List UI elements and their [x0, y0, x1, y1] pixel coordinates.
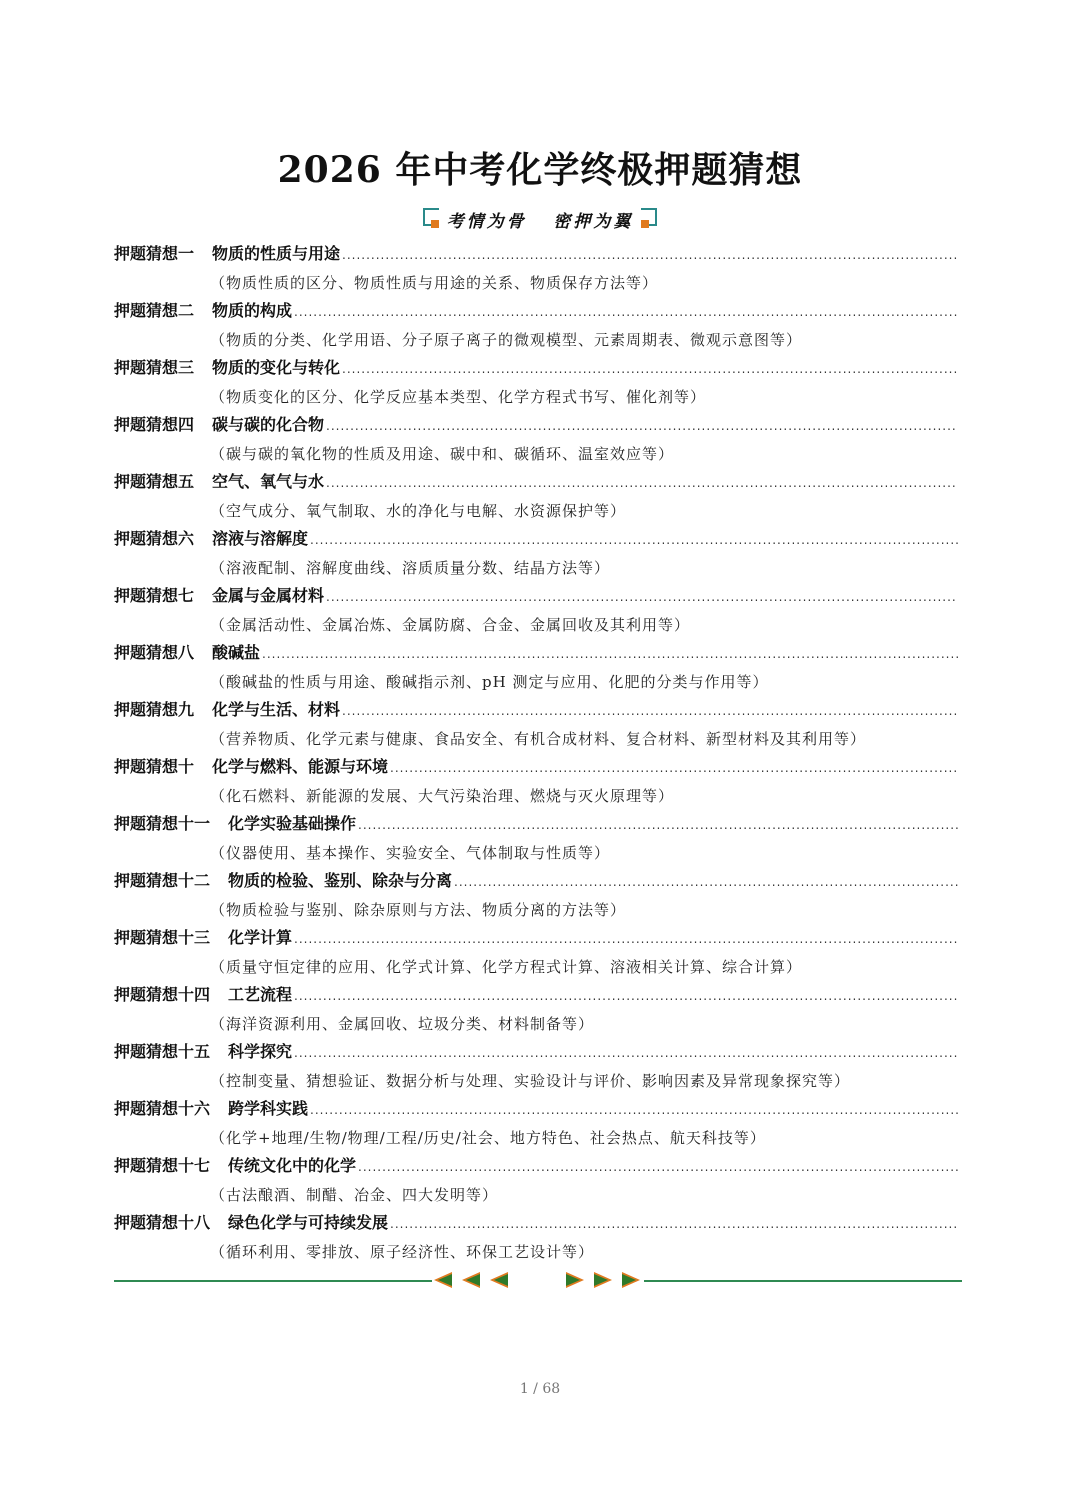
toc-entry-number: 押题猜想一: [114, 244, 195, 263]
arrow-left-icon: [432, 1272, 452, 1288]
toc-entry-description: （物质检验与鉴别、除杂原则与方法、物质分离的方法等）: [210, 901, 627, 919]
toc-entry-title: 物质的变化与转化: [212, 358, 341, 377]
toc-leader-dots: [342, 362, 958, 376]
toc-entry-description: （营养物质、化学元素与健康、食品安全、有机合成材料、复合材料、新型材料及其利用等）: [210, 730, 867, 748]
toc-entry-number: 押题猜想十四: [114, 985, 211, 1004]
toc-leader-dots: [294, 305, 958, 319]
toc-entry-description: （质量守恒定律的应用、化学式计算、化学方程式计算、溶液相关计算、综合计算）: [210, 958, 803, 976]
toc-entry-heading[interactable]: [114, 697, 958, 725]
arrow-right-icon: [566, 1272, 586, 1288]
toc-entry[interactable]: [114, 697, 958, 754]
toc-entry[interactable]: [114, 811, 958, 868]
toc-leader-dots: [294, 1046, 958, 1060]
arrow-right-icon: [622, 1272, 642, 1288]
toc-entry-number: 押题猜想十五: [114, 1042, 211, 1061]
toc-entry-number: 押题猜想十三: [114, 928, 211, 947]
toc-entry-title: 化学与生活、材料: [212, 700, 341, 719]
toc-entry[interactable]: [114, 640, 958, 697]
toc-entry-heading[interactable]: [114, 640, 958, 668]
toc-leader-dots: [326, 476, 958, 490]
toc-entry-number: 押题猜想七: [114, 586, 195, 605]
toc-entry[interactable]: [114, 355, 958, 412]
toc-entry-heading[interactable]: [114, 754, 958, 782]
toc-leader-dots: [294, 932, 958, 946]
toc-leader-dots: [390, 761, 958, 775]
toc-entry[interactable]: [114, 583, 958, 640]
toc-entry-title: 酸碱盐: [212, 643, 261, 662]
toc-entry-description: （碳与碳的氧化物的性质及用途、碳中和、碳循环、温室效应等）: [210, 445, 675, 463]
toc-leader-dots: [310, 533, 958, 547]
toc-entry[interactable]: [114, 412, 958, 469]
toc-entry-heading[interactable]: [114, 241, 958, 269]
toc-entry-heading[interactable]: [114, 355, 958, 383]
toc-entry-description: （物质变化的区分、化学反应基本类型、化学方程式书写、催化剂等）: [210, 388, 707, 406]
toc-entry-heading[interactable]: [114, 469, 958, 497]
toc-entry-title: 跨学科实践: [228, 1099, 309, 1118]
toc-entry-title: 化学与燃料、能源与环境: [212, 757, 389, 776]
toc-entry-heading[interactable]: [114, 811, 958, 839]
toc-entry-description: （古法酿酒、制醋、冶金、四大发明等）: [210, 1186, 499, 1204]
slogan-banner: [0, 204, 1080, 234]
toc-entry[interactable]: [114, 1153, 958, 1210]
arrow-right-icon: [594, 1272, 614, 1288]
toc-entry-heading[interactable]: [114, 526, 958, 554]
toc-entry-heading[interactable]: [114, 412, 958, 440]
toc-leader-dots: [342, 704, 958, 718]
toc-leader-dots: [342, 248, 958, 262]
toc-entry-heading[interactable]: [114, 1153, 958, 1181]
toc-leader-dots: [454, 875, 958, 889]
arrow-left-icon: [488, 1272, 508, 1288]
toc-entry-title: 化学计算: [228, 928, 293, 947]
toc-entry[interactable]: [114, 241, 958, 298]
toc-leader-dots: [262, 647, 958, 661]
toc-entry[interactable]: [114, 298, 958, 355]
toc-entry-number: 押题猜想十八: [114, 1213, 211, 1232]
toc-leader-dots: [326, 590, 958, 604]
page-number: 1 / 68: [519, 1381, 561, 1397]
toc-entry-description: （化石燃料、新能源的发展、大气污染治理、燃烧与灭火原理等）: [210, 787, 675, 805]
toc-entry-number: 押题猜想九: [114, 700, 195, 719]
toc-entry-heading[interactable]: [114, 1039, 958, 1067]
toc-entry-title: 金属与金属材料: [212, 586, 325, 605]
toc-entry-number: 押题猜想十六: [114, 1099, 211, 1118]
toc-entry[interactable]: [114, 1039, 958, 1096]
toc-leader-dots: [310, 1103, 958, 1117]
toc-entry-number: 押题猜想五: [114, 472, 195, 491]
bracket-left-icon: [423, 208, 443, 230]
toc-leader-dots: [358, 818, 958, 832]
toc-entry-title: 碳与碳的化合物: [212, 415, 325, 434]
toc-entry-description: （金属活动性、金属冶炼、金属防腐、合金、金属回收及其利用等）: [210, 616, 691, 634]
page-title: 2026 年中考化学终极押题猜想: [277, 149, 803, 191]
toc-entry-number: 押题猜想十: [114, 757, 195, 776]
toc-entry-description: （物质的分类、化学用语、分子原子离子的微观模型、元素周期表、微观示意图等）: [210, 331, 803, 349]
toc-entry-heading[interactable]: [114, 298, 958, 326]
toc-entry[interactable]: [114, 526, 958, 583]
toc-entry-number: 押题猜想十一: [114, 814, 211, 833]
toc-entry-title: 绿色化学与可持续发展: [228, 1213, 389, 1232]
toc-entry-heading[interactable]: [114, 982, 958, 1010]
slogan-text: 考情为骨 密押为翼: [446, 211, 634, 232]
toc-leader-dots: [326, 419, 958, 433]
toc-entry-number: 押题猜想二: [114, 301, 195, 320]
toc-entry-description: （酸碱盐的性质与用途、酸碱指示剂、pH 测定与应用、化肥的分类与作用等）: [210, 673, 769, 691]
toc-entry-number: 押题猜想十七: [114, 1156, 211, 1175]
toc-entry-number: 押题猜想八: [114, 643, 195, 662]
toc-leader-dots: [358, 1160, 958, 1174]
arrow-left-icon: [460, 1272, 480, 1288]
section-divider: [114, 1270, 962, 1292]
toc-entry[interactable]: [114, 1210, 958, 1267]
toc-leader-dots: [390, 1217, 958, 1231]
toc-entry-heading[interactable]: [114, 1096, 958, 1124]
toc-entry-description: （化学+地理/生物/物理/工程/历史/社会、地方特色、社会热点、航天科技等）: [210, 1129, 766, 1147]
toc-entry-description: （仪器使用、基本操作、实验安全、气体制取与性质等）: [210, 844, 611, 862]
toc-entry-title: 科学探究: [228, 1042, 293, 1061]
bracket-right-icon: [637, 208, 657, 230]
toc-entry-title: 物质的检验、鉴别、除杂与分离: [228, 871, 453, 890]
toc-entry-heading[interactable]: [114, 868, 958, 896]
toc-entry-description: （控制变量、猜想验证、数据分析与处理、实验设计与评价、影响因素及异常现象探究等）: [210, 1072, 851, 1090]
toc-entry-number: 押题猜想十二: [114, 871, 211, 890]
toc-entry-heading[interactable]: [114, 1210, 958, 1238]
toc-entry-number: 押题猜想六: [114, 529, 195, 548]
toc-entry-title: 传统文化中的化学: [228, 1156, 357, 1175]
toc-entry-number: 押题猜想三: [114, 358, 195, 377]
toc-entry[interactable]: [114, 754, 958, 811]
toc-entry[interactable]: [114, 925, 958, 982]
toc-entry-heading[interactable]: [114, 583, 958, 611]
toc-entry-title: 溶液与溶解度: [212, 529, 309, 548]
toc-entry-heading[interactable]: [114, 925, 958, 953]
toc-entry-title: 空气、氧气与水: [212, 472, 325, 491]
toc-entry-number: 押题猜想四: [114, 415, 195, 434]
toc-entry-description: （物质性质的区分、物质性质与用途的关系、物质保存方法等）: [210, 274, 659, 292]
toc-entry-description: （循环利用、零排放、原子经济性、环保工艺设计等）: [210, 1243, 595, 1261]
toc-entry[interactable]: [114, 1096, 958, 1153]
toc-entry-title: 物质的性质与用途: [212, 244, 341, 263]
toc-entry-title: 化学实验基础操作: [228, 814, 357, 833]
divider-line-right: [644, 1280, 962, 1282]
toc-entry[interactable]: [114, 469, 958, 526]
toc-entry[interactable]: [114, 868, 958, 925]
toc-entry-description: （空气成分、氧气制取、水的净化与电解、水资源保护等）: [210, 502, 627, 520]
toc-entry-title: 工艺流程: [228, 985, 293, 1004]
toc-entry-description: （溶液配制、溶解度曲线、溶质质量分数、结晶方法等）: [210, 559, 611, 577]
table-of-contents: [114, 241, 958, 1267]
toc-leader-dots: [294, 989, 958, 1003]
toc-entry-title: 物质的构成: [212, 301, 293, 320]
toc-entry[interactable]: [114, 982, 958, 1039]
divider-line-left: [114, 1280, 432, 1282]
toc-entry-description: （海洋资源利用、金属回收、垃圾分类、材料制备等）: [210, 1015, 595, 1033]
